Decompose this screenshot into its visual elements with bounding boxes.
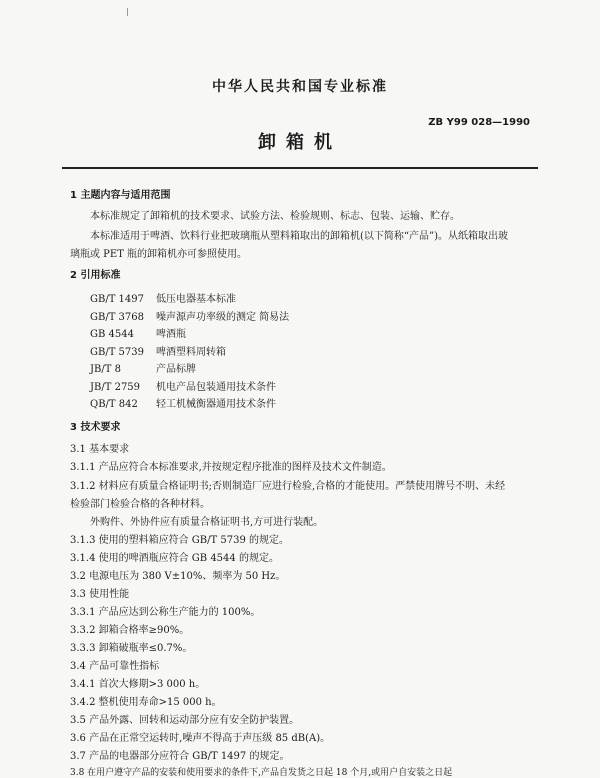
reference-code: GB/T 3768	[90, 312, 145, 323]
scan-mark	[127, 8, 128, 16]
section-1-paragraph-2-line-2: 璃瓶或 PET 瓶的卸箱机亦可参照使用。	[70, 249, 248, 260]
clause-3-4-2: 3.4.2 整机使用寿命>15 000 h。	[70, 697, 222, 708]
reference-title: 啤酒瓶	[156, 329, 186, 340]
clause-3-3-1: 3.3.1 产品应达到公称生产能力的 100%。	[70, 607, 261, 618]
clause-3-1-2-note: 外购件、外协件应有质量合格证明书,方可进行装配。	[90, 517, 324, 528]
reference-code: JB/T 2759	[90, 382, 141, 393]
section-3-heading: 3 技术要求	[70, 422, 121, 433]
reference-code: QB/T 842	[90, 399, 138, 410]
reference-code: GB 4544	[90, 329, 134, 340]
clause-3-3-2: 3.3.2 卸箱合格率≥90%。	[70, 625, 190, 636]
reference-item	[90, 290, 236, 305]
reference-code: GB/T 1497	[90, 294, 145, 305]
reference-title: 啤酒塑料周转箱	[156, 347, 226, 358]
clause-3-2: 3.2 电源电压为 380 V±10%、频率为 50 Hz。	[70, 571, 286, 582]
standard-title: 中华人民共和国专业标准	[212, 79, 388, 95]
clause-3-4-1: 3.4.1 首次大修期>3 000 h。	[70, 679, 206, 690]
reference-title: 噪声源声功率级的测定 简易法	[156, 312, 290, 323]
reference-item	[90, 360, 196, 375]
clause-3-7: 3.7 产品的电器部分应符合 GB/T 1497 的规定。	[70, 751, 290, 762]
clause-3-1-3: 3.1.3 使用的塑料箱应符合 GB/T 5739 的规定。	[70, 535, 289, 546]
reference-item	[90, 343, 226, 358]
clause-3-1: 3.1 基本要求	[70, 444, 130, 455]
reference-item	[90, 395, 276, 410]
clause-3-4: 3.4 产品可靠性指标	[70, 661, 160, 672]
reference-title: 产品标牌	[156, 364, 196, 375]
section-1-paragraph-2-line-1: 本标准适用于啤酒、饮料行业把玻璃瓶从塑料箱取出的卸箱机(以下简称“产品”)。从纸箱取出玻	[90, 231, 509, 242]
document-title: 卸箱机	[258, 132, 342, 153]
clause-3-8: 3.8 在用户遵守产品的安装和使用要求的条件下,产品自发货之日起 18 个月,或用户自安装之日起	[70, 768, 453, 778]
clause-3-1-4: 3.1.4 使用的啤酒瓶应符合 GB 4544 的规定。	[70, 553, 279, 564]
section-2-heading: 2 引用标准	[70, 270, 121, 281]
section-1-paragraph-1: 本标准规定了卸箱机的技术要求、试验方法、检验规则、标志、包装、运输、贮存。	[90, 211, 460, 222]
reference-title: 轻工机械衡器通用技术条件	[156, 399, 276, 410]
reference-item	[90, 378, 276, 393]
clause-3-1-2-continued: 检验部门检验合格的各种材料。	[70, 499, 210, 510]
reference-item	[90, 308, 289, 323]
reference-code: GB/T 5739	[90, 347, 145, 358]
reference-item	[90, 325, 186, 340]
section-1-heading: 1 主题内容与适用范围	[70, 190, 171, 201]
clause-3-3-3: 3.3.3 卸箱破瓶率≤0.7%。	[70, 643, 193, 654]
standard-code: ZB Y99 028—1990	[428, 117, 530, 128]
clause-3-5: 3.5 产品外露、回转和运动部分应有安全防护装置。	[70, 715, 300, 726]
clause-3-6: 3.6 产品在正常空运转时,噪声不得高于声压级 85 dB(A)。	[70, 733, 331, 744]
clause-3-1-2: 3.1.2 材料应有质量合格证明书;否则制造厂应进行检验,合格的才能使用。严禁使用牌号不明、未经	[70, 481, 506, 492]
reference-title: 低压电器基本标准	[156, 294, 236, 305]
reference-title: 机电产品包装通用技术条件	[156, 382, 276, 393]
clause-3-1-1: 3.1.1 产品应符合本标准要求,并按规定程序批准的图样及技术文件制造。	[70, 462, 392, 473]
header-rule	[62, 167, 538, 169]
reference-code: JB/T 8	[90, 364, 121, 375]
clause-3-3: 3.3 使用性能	[70, 589, 130, 600]
